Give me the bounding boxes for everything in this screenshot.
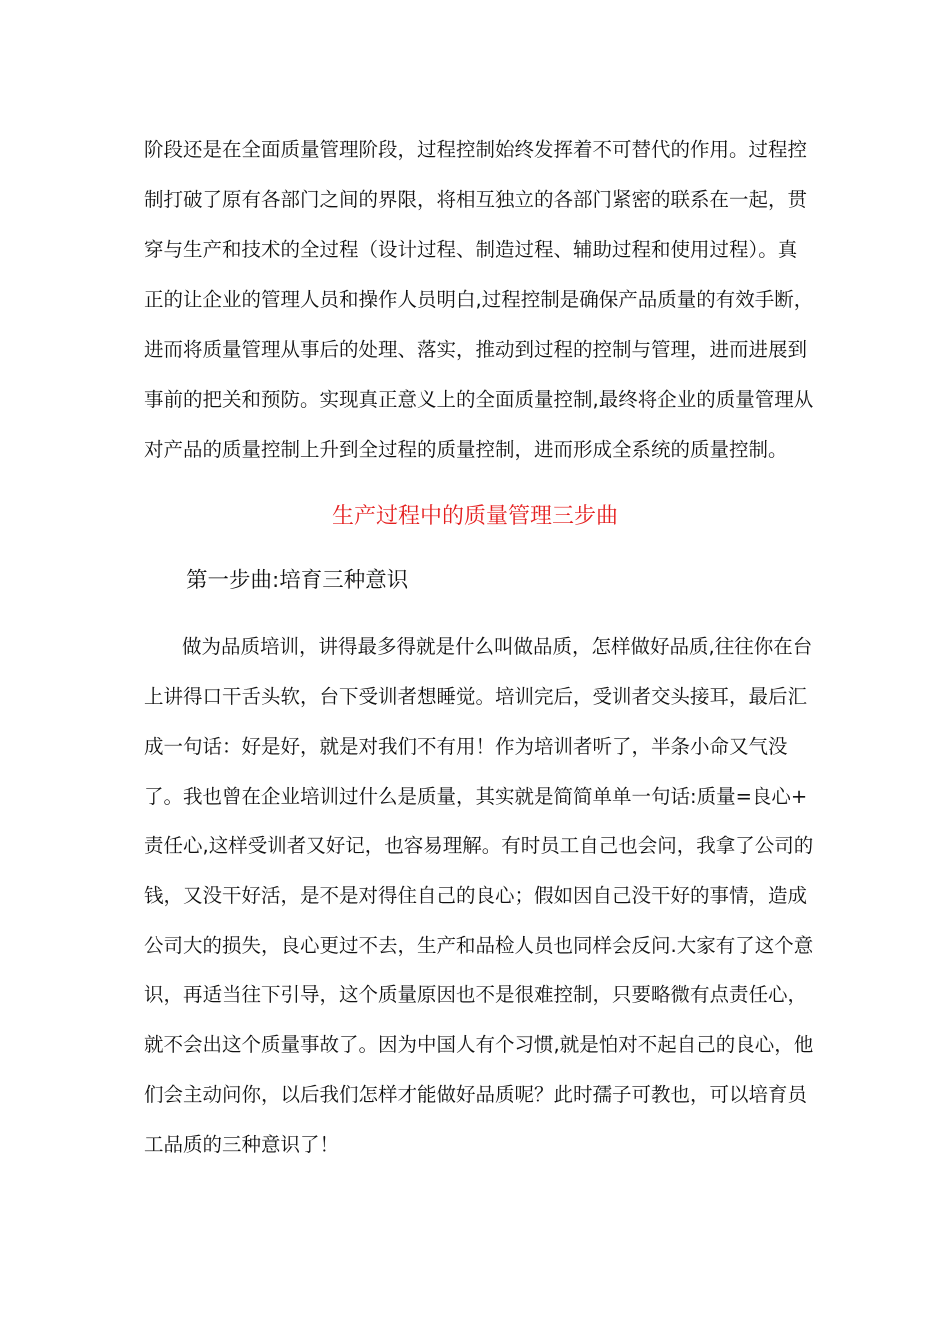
section-title: 生产过程中的质量管理三步曲 <box>331 504 618 529</box>
paragraph-1-line-4: 正的让企业的管理人员和操作人员明白,过程控制是确保产品质量的有效手断， <box>144 288 814 311</box>
paragraph-2-line-9: 就不会出这个质量事故了。因为中国人有个习惯,就是怕对不起自己的良心，他 <box>144 1033 814 1056</box>
paragraph-2-line-6: 钱，又没干好活，是不是对得住自己的良心；假如因自己没干好的事情，造成 <box>144 884 808 907</box>
paragraph-2-line-1: 做为品质培训，讲得最多得就是什么叫做品质，怎样做好品质,往往你在台 <box>182 635 813 658</box>
paragraph-2-line-7: 公司大的损失，良心更过不去，生产和品检人员也同样会反问.大家有了这个意 <box>144 934 814 957</box>
paragraph-2-line-11: 工品质的三种意识了！ <box>144 1133 340 1156</box>
paragraph-1-line-1: 阶段还是在全面质量管理阶段，过程控制始终发挥着不可替代的作用。过程控 <box>144 138 808 161</box>
paragraph-2-line-10: 们会主动问你，以后我们怎样才能做好品质呢？此时孺子可教也，可以培育员 <box>144 1083 808 1106</box>
paragraph-2-line-5: 责任心,这样受训者又好记，也容易理解。有时员工自己也会问，我拿了公司的 <box>144 834 814 857</box>
paragraph-1-line-7: 对产品的质量控制上升到全过程的质量控制，进而形成全系统的质量控制。 <box>144 438 788 461</box>
paragraph-2-line-2: 上讲得口干舌头软，台下受训者想睡觉。培训完后，受训者交头接耳，最后汇 <box>144 685 808 708</box>
paragraph-1-line-2: 制打破了原有各部门之间的界限，将相互独立的各部门紧密的联系在一起，贯 <box>144 188 808 211</box>
paragraph-1-line-6: 事前的把关和预防。实现真正意义上的全面质量控制,最终将企业的质量管理从 <box>144 388 814 411</box>
paragraph-1-line-5: 进而将质量管理从事后的处理、落实，推动到过程的控制与管理，进而进展到 <box>144 338 808 361</box>
paragraph-1-line-3: 穿与生产和技术的全过程（设计过程、制造过程、辅助过程和使用过程）。真 <box>144 238 798 261</box>
paragraph-2-line-3: 成一句话：好是好，就是对我们不有用！作为培训者听了，半条小命又气没 <box>144 735 788 758</box>
paragraph-2-line-8: 识，再适当往下引导，这个质量原因也不是很难控制，只要略微有点责任心， <box>144 983 808 1006</box>
paragraph-2-line-4: 了。我也曾在企业培训过什么是质量，其实就是简简单单一句话:质量=良心+ <box>144 785 808 808</box>
step-title: 第一步曲:培育三种意识 <box>186 568 409 593</box>
